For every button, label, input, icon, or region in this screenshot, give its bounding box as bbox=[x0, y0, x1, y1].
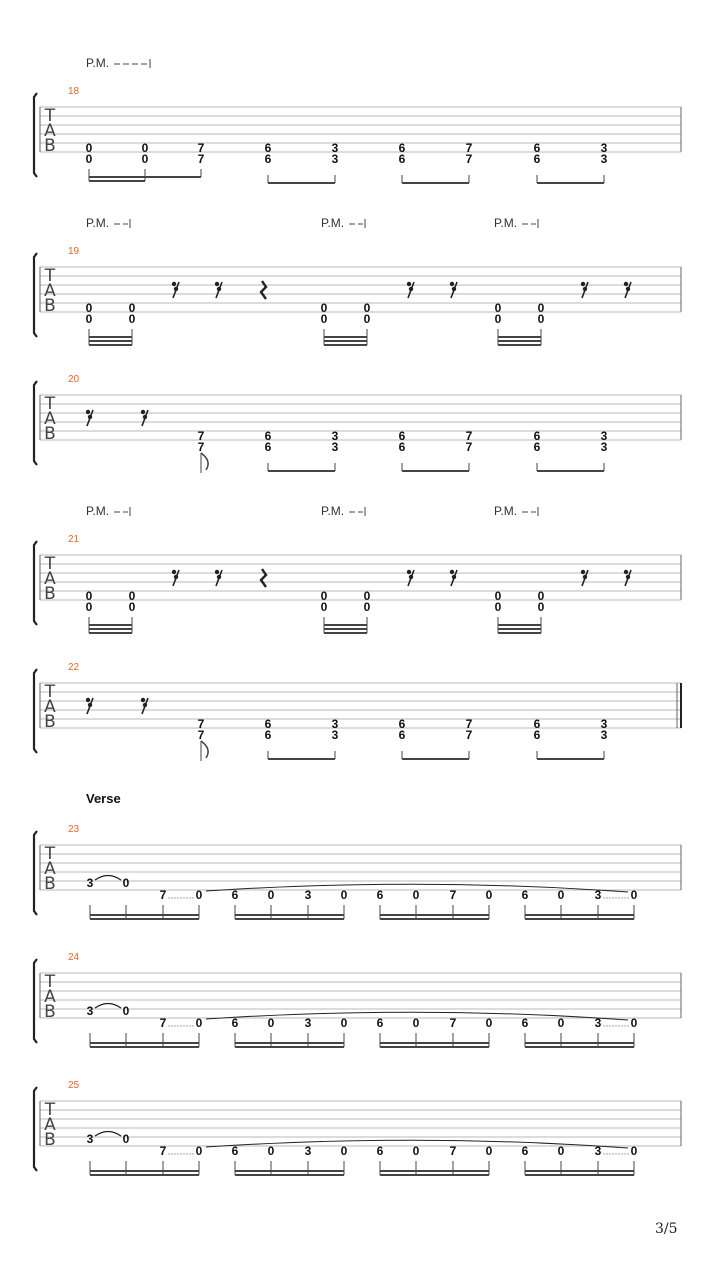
measure-number: 21 bbox=[68, 534, 80, 545]
fret-number: 0 bbox=[85, 600, 93, 614]
measure-number: 25 bbox=[68, 1080, 80, 1091]
fret-number: 0 bbox=[340, 1144, 348, 1158]
measure-20 bbox=[34, 374, 681, 473]
fret-number: 6 bbox=[521, 1016, 529, 1030]
palm-mute-label: P.M. bbox=[86, 504, 110, 518]
rest-dot bbox=[407, 282, 411, 286]
palm-mute-label: P.M. bbox=[321, 216, 345, 230]
fret-number: 3 bbox=[594, 888, 602, 902]
staff-bracket bbox=[34, 959, 37, 1043]
fret-number: 6 bbox=[376, 1016, 384, 1030]
fret-number: 6 bbox=[533, 152, 541, 166]
measure-number: 19 bbox=[68, 246, 80, 257]
tab-clef-letter: A bbox=[44, 121, 56, 141]
fret-number: 0 bbox=[320, 589, 328, 603]
fret-number: 7 bbox=[449, 1016, 457, 1030]
measure-25 bbox=[34, 1080, 681, 1175]
measure-18 bbox=[34, 56, 681, 183]
fret-number: 0 bbox=[630, 888, 638, 902]
fret-number: 3 bbox=[304, 1144, 312, 1158]
fret-number: 0 bbox=[122, 1132, 130, 1146]
fret-number: 6 bbox=[376, 888, 384, 902]
staff-bracket bbox=[34, 93, 37, 177]
tab-clef-letter: T bbox=[44, 106, 56, 126]
fret-number: 3 bbox=[304, 888, 312, 902]
rest-dot bbox=[174, 575, 178, 579]
fret-number: 6 bbox=[533, 141, 541, 155]
fret-number: 0 bbox=[363, 589, 371, 603]
rest-quarter bbox=[261, 569, 266, 587]
fret-number: 6 bbox=[398, 141, 406, 155]
palm-mute-label: P.M. bbox=[494, 504, 518, 518]
fret-number: 0 bbox=[195, 1144, 203, 1158]
fret-number: 7 bbox=[159, 888, 167, 902]
fret-number: 3 bbox=[600, 429, 608, 443]
tie-arc bbox=[95, 1004, 121, 1009]
tab-clef-letter: A bbox=[44, 569, 56, 589]
rest-dot bbox=[86, 698, 90, 702]
fret-number: 7 bbox=[197, 429, 205, 443]
fret-number: 3 bbox=[331, 152, 339, 166]
fret-number: 3 bbox=[594, 1016, 602, 1030]
measure-24 bbox=[34, 952, 681, 1047]
fret-number: 6 bbox=[398, 440, 406, 454]
fret-number: 7 bbox=[465, 152, 473, 166]
rest-dot bbox=[215, 570, 219, 574]
fret-number: 0 bbox=[537, 301, 545, 315]
fret-number: 0 bbox=[537, 589, 545, 603]
rest-dot bbox=[143, 703, 147, 707]
fret-number: 0 bbox=[485, 888, 493, 902]
tab-clef-letter: T bbox=[44, 1100, 56, 1120]
fret-number: 0 bbox=[267, 1016, 275, 1030]
rest-dot bbox=[141, 698, 145, 702]
fret-number: 6 bbox=[398, 152, 406, 166]
page-number: 3/5 bbox=[655, 1221, 678, 1237]
fret-number: 3 bbox=[600, 152, 608, 166]
tab-clef-letter: A bbox=[44, 1115, 56, 1135]
fret-number: 0 bbox=[141, 141, 149, 155]
rest-dot bbox=[626, 575, 630, 579]
measure-number: 20 bbox=[68, 374, 80, 385]
fret-number: 7 bbox=[465, 440, 473, 454]
rest-dot bbox=[626, 287, 630, 291]
fret-number: 0 bbox=[85, 301, 93, 315]
rest-dot bbox=[583, 575, 587, 579]
fret-number: 0 bbox=[630, 1144, 638, 1158]
tab-clef-letter: B bbox=[44, 712, 56, 732]
rest-dot bbox=[174, 287, 178, 291]
tab-clef-letter: T bbox=[44, 394, 56, 414]
fret-number: 6 bbox=[376, 1144, 384, 1158]
fret-number: 3 bbox=[86, 1004, 94, 1018]
rest-dot bbox=[143, 415, 147, 419]
rest-dot bbox=[172, 282, 176, 286]
fret-number: 6 bbox=[533, 440, 541, 454]
tab-clef-letter: T bbox=[44, 554, 56, 574]
fret-number: 3 bbox=[600, 440, 608, 454]
rest-dot bbox=[409, 287, 413, 291]
fret-number: 6 bbox=[533, 728, 541, 742]
fret-number: 0 bbox=[485, 1016, 493, 1030]
fret-number: 0 bbox=[485, 1144, 493, 1158]
fret-number: 6 bbox=[398, 717, 406, 731]
fret-number: 0 bbox=[85, 589, 93, 603]
rest-dot bbox=[409, 575, 413, 579]
fret-number: 0 bbox=[494, 312, 502, 326]
fret-number: 0 bbox=[85, 141, 93, 155]
fret-number: 3 bbox=[331, 440, 339, 454]
fret-number: 6 bbox=[398, 728, 406, 742]
rest-dot bbox=[88, 415, 92, 419]
fret-number: 0 bbox=[122, 876, 130, 890]
palm-mute-label: P.M. bbox=[86, 216, 110, 230]
fret-number: 3 bbox=[331, 717, 339, 731]
measure-number: 22 bbox=[68, 662, 80, 673]
tab-clef-letter: A bbox=[44, 859, 56, 879]
fret-number: 3 bbox=[600, 728, 608, 742]
tab-clef-letter: T bbox=[44, 844, 56, 864]
fret-number: 0 bbox=[537, 600, 545, 614]
fret-number: 0 bbox=[85, 312, 93, 326]
rest-dot bbox=[141, 410, 145, 414]
fret-number: 0 bbox=[122, 1004, 130, 1018]
fret-number: 6 bbox=[264, 728, 272, 742]
tab-clef-letter: B bbox=[44, 1002, 56, 1022]
tab-clef-letter: T bbox=[44, 682, 56, 702]
fret-number: 7 bbox=[159, 1016, 167, 1030]
fret-number: 7 bbox=[197, 440, 205, 454]
fret-number: 3 bbox=[600, 141, 608, 155]
measure-number: 24 bbox=[68, 952, 80, 963]
fret-number: 0 bbox=[340, 1016, 348, 1030]
fret-number: 0 bbox=[630, 1016, 638, 1030]
fret-number: 0 bbox=[320, 301, 328, 315]
tab-clef-letter: B bbox=[44, 1130, 56, 1150]
fret-number: 0 bbox=[195, 1016, 203, 1030]
rest-dot bbox=[452, 287, 456, 291]
tab-clef-letter: B bbox=[44, 136, 56, 156]
rest-dot bbox=[583, 287, 587, 291]
fret-number: 7 bbox=[197, 717, 205, 731]
fret-number: 0 bbox=[128, 312, 136, 326]
fret-number: 6 bbox=[521, 1144, 529, 1158]
measure-19 bbox=[34, 216, 681, 345]
rest-dot bbox=[581, 570, 585, 574]
staff-bracket bbox=[34, 381, 37, 465]
tab-clef-letter: B bbox=[44, 584, 56, 604]
fret-number: 3 bbox=[304, 1016, 312, 1030]
fret-number: 7 bbox=[465, 429, 473, 443]
fret-number: 0 bbox=[412, 888, 420, 902]
fret-number: 3 bbox=[86, 1132, 94, 1146]
fret-number: 6 bbox=[264, 440, 272, 454]
staff-bracket bbox=[34, 669, 37, 753]
fret-number: 0 bbox=[412, 1016, 420, 1030]
rest-dot bbox=[407, 570, 411, 574]
section-label-verse: Verse bbox=[86, 791, 121, 806]
fret-number: 6 bbox=[231, 888, 239, 902]
fret-number: 7 bbox=[465, 141, 473, 155]
fret-number: 3 bbox=[331, 429, 339, 443]
fret-number: 0 bbox=[494, 301, 502, 315]
fret-number: 6 bbox=[398, 429, 406, 443]
rest-dot bbox=[217, 287, 221, 291]
fret-number: 7 bbox=[197, 141, 205, 155]
staff-bracket bbox=[34, 1087, 37, 1171]
fret-number: 6 bbox=[264, 141, 272, 155]
rest-dot bbox=[88, 703, 92, 707]
tab-clef-letter: A bbox=[44, 697, 56, 717]
tab-clef-letter: T bbox=[44, 266, 56, 286]
fret-number: 0 bbox=[494, 600, 502, 614]
fret-number: 3 bbox=[86, 876, 94, 890]
fret-number: 7 bbox=[197, 728, 205, 742]
fret-number: 6 bbox=[521, 888, 529, 902]
tie-arc bbox=[95, 876, 121, 881]
fret-number: 3 bbox=[600, 717, 608, 731]
fret-number: 0 bbox=[128, 600, 136, 614]
rest-dot bbox=[450, 570, 454, 574]
fret-number: 0 bbox=[537, 312, 545, 326]
measure-23 bbox=[34, 824, 681, 919]
fret-number: 0 bbox=[195, 888, 203, 902]
tab-clef-letter: A bbox=[44, 987, 56, 1007]
fret-number: 0 bbox=[320, 600, 328, 614]
fret-number: 6 bbox=[231, 1016, 239, 1030]
staff-bracket bbox=[34, 253, 37, 337]
rest-dot bbox=[581, 282, 585, 286]
fret-number: 0 bbox=[267, 888, 275, 902]
fret-number: 6 bbox=[264, 152, 272, 166]
fret-number: 3 bbox=[331, 728, 339, 742]
rest-dot bbox=[172, 570, 176, 574]
fret-number: 0 bbox=[85, 152, 93, 166]
fret-number: 3 bbox=[594, 1144, 602, 1158]
measure-21 bbox=[34, 504, 681, 633]
staff-bracket bbox=[34, 831, 37, 915]
tab-clef-letter: B bbox=[44, 296, 56, 316]
fret-number: 7 bbox=[465, 728, 473, 742]
fret-number: 0 bbox=[363, 600, 371, 614]
fret-number: 7 bbox=[197, 152, 205, 166]
rest-dot bbox=[86, 410, 90, 414]
fret-number: 0 bbox=[267, 1144, 275, 1158]
fret-number: 0 bbox=[412, 1144, 420, 1158]
fret-number: 0 bbox=[363, 301, 371, 315]
fret-number: 0 bbox=[363, 312, 371, 326]
palm-mute-label: P.M. bbox=[321, 504, 345, 518]
fret-number: 0 bbox=[557, 1016, 565, 1030]
fret-number: 0 bbox=[557, 1144, 565, 1158]
palm-mute-label: P.M. bbox=[86, 56, 110, 70]
fret-number: 7 bbox=[449, 1144, 457, 1158]
tab-clef-letter: A bbox=[44, 281, 56, 301]
measure-number: 18 bbox=[68, 86, 80, 97]
tab-clef-letter: A bbox=[44, 409, 56, 429]
fret-number: 7 bbox=[449, 888, 457, 902]
measure-22 bbox=[34, 662, 681, 761]
fret-number: 6 bbox=[264, 717, 272, 731]
fret-number: 6 bbox=[533, 429, 541, 443]
tie-arc bbox=[95, 1132, 121, 1137]
fret-number: 6 bbox=[231, 1144, 239, 1158]
fret-number: 0 bbox=[320, 312, 328, 326]
fret-number: 0 bbox=[128, 589, 136, 603]
rest-dot bbox=[624, 570, 628, 574]
rest-quarter bbox=[261, 281, 266, 299]
fret-number: 0 bbox=[141, 152, 149, 166]
fret-number: 7 bbox=[465, 717, 473, 731]
tab-clef-letter: B bbox=[44, 874, 56, 894]
palm-mute-label: P.M. bbox=[494, 216, 518, 230]
staff-bracket bbox=[34, 541, 37, 625]
note-flag bbox=[201, 741, 208, 758]
rest-dot bbox=[215, 282, 219, 286]
fret-number: 0 bbox=[557, 888, 565, 902]
fret-number: 0 bbox=[494, 589, 502, 603]
fret-number: 7 bbox=[159, 1144, 167, 1158]
rest-dot bbox=[452, 575, 456, 579]
fret-number: 6 bbox=[264, 429, 272, 443]
tab-clef-letter: T bbox=[44, 972, 56, 992]
rest-dot bbox=[624, 282, 628, 286]
rest-dot bbox=[450, 282, 454, 286]
fret-number: 3 bbox=[331, 141, 339, 155]
fret-number: 0 bbox=[128, 301, 136, 315]
measure-number: 23 bbox=[68, 824, 80, 835]
note-flag bbox=[201, 453, 208, 470]
tab-clef-letter: B bbox=[44, 424, 56, 444]
fret-number: 6 bbox=[533, 717, 541, 731]
rest-dot bbox=[217, 575, 221, 579]
fret-number: 0 bbox=[340, 888, 348, 902]
